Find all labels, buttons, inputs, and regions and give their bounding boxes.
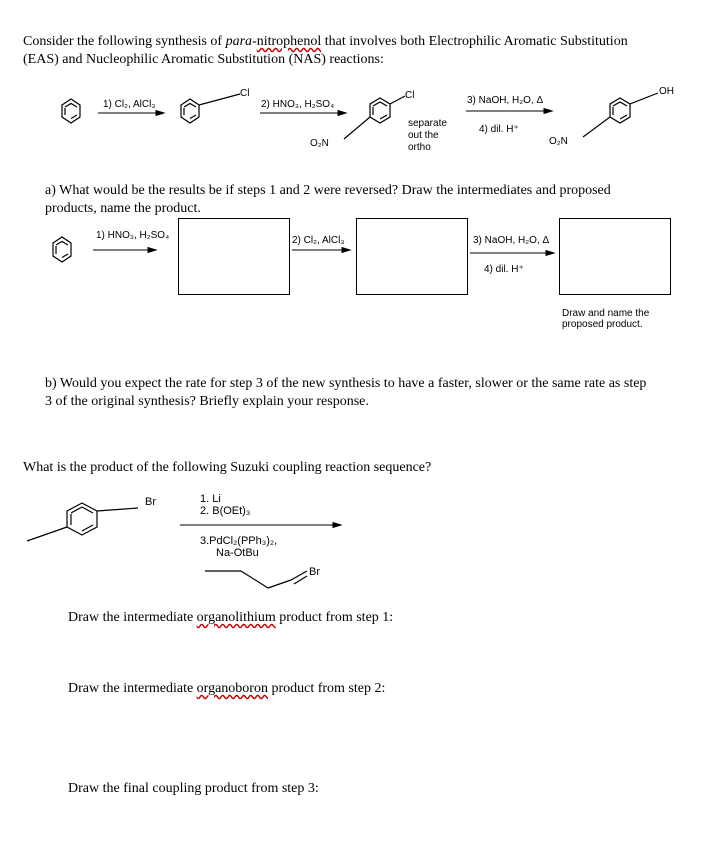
intro-line-2: (EAS) and Nucleophilic Aromatic Substitution (NAS) reactions:: [23, 52, 384, 67]
draw-name-line-1: Draw and name the: [562, 308, 650, 319]
suzuki-step3: 3.PdCl₂(PPh₃)₂,: [200, 535, 278, 547]
suzuki-step2: 2. B(OEt)₃: [200, 505, 251, 517]
scheme1-o2n-1: O₂N: [310, 138, 329, 149]
nitrophenol-ring: [583, 93, 658, 137]
scheme1-step4: 4) dil. H⁺: [479, 124, 519, 135]
scheme1-separate-3: ortho: [408, 142, 431, 153]
question-a-step1: 1) HNO₃, H₂SO₄: [96, 230, 170, 241]
q2-text: Draw the intermediate: [68, 681, 197, 696]
question-a-line-1: a) What would be the results be if steps 1 and 2 were reversed? Draw the intermediates and proposed: [45, 183, 611, 198]
intermediate-box-2[interactable]: [356, 218, 468, 295]
question-a-step3: 3) NaOH, H₂O, Δ: [473, 235, 550, 246]
arrow-step2: [260, 111, 346, 116]
chlorobenzene-ring: [181, 94, 240, 123]
arrow-a-step2: [292, 248, 350, 253]
intro-italic: para: [225, 34, 253, 49]
arrow-step1: [98, 111, 164, 116]
benzene-ring-start: [62, 99, 80, 123]
scheme1-step1: 1) Cl₂, AlCl₃: [103, 99, 156, 110]
suzuki-br-1: Br: [145, 496, 156, 508]
vinyl-bromide-structure: [205, 571, 307, 588]
question-a-step2: 2) Cl₂, AlCl₃: [292, 235, 345, 246]
draw-name-line-2: proposed product.: [562, 319, 643, 330]
suzuki-q3: Draw the final coupling product from step 3:: [68, 781, 319, 796]
scheme1-o2n-2: O₂N: [549, 136, 568, 147]
aryl-bromide-structure: [27, 503, 138, 541]
question-a-step4: 4) dil. H⁺: [484, 264, 524, 275]
suzuki-step3b: Na-OtBu: [216, 547, 259, 559]
q2-organoboron: organoboron: [196, 681, 268, 696]
intro-nitrophenol: nitrophenol: [256, 34, 322, 49]
scheme1-step2: 2) HNO₃, H₂SO₄: [261, 99, 335, 110]
suzuki-question: What is the product of the following Suzuki coupling reaction sequence?: [23, 460, 432, 475]
question-a-line-2: products, name the product.: [45, 201, 201, 216]
scheme1-step3: 3) NaOH, H₂O, Δ: [467, 95, 544, 106]
scheme1-cl-1: Cl: [240, 88, 250, 99]
suzuki-step1: 1. Li: [200, 493, 221, 505]
product-box[interactable]: [559, 218, 671, 295]
arrow-step3: [466, 109, 552, 114]
arrow-a-step3: [470, 251, 554, 256]
scheme1-separate-2: out the: [408, 130, 439, 141]
intro-text-end: that involves both Electrophilic Aromatic Substitution: [321, 34, 628, 49]
benzene-ring-a: [53, 237, 71, 262]
suzuki-q2: [68, 680, 385, 697]
q1-text: Draw the intermediate: [68, 610, 197, 625]
intro-text: Consider the following synthesis of: [23, 34, 226, 49]
chloronitrobenzene-ring: [344, 96, 405, 139]
scheme1-cl-2: Cl: [405, 90, 415, 101]
arrow-suzuki: [180, 523, 341, 528]
scheme1-oh: OH: [659, 86, 674, 97]
suzuki-q1: [68, 609, 393, 626]
question-b-line-2: 3 of the original synthesis? Briefly explain your response.: [45, 394, 369, 409]
q2-text-end: product from step 2:: [267, 681, 386, 696]
q1-organolithium: organolithium: [196, 610, 276, 625]
arrow-a-step1: [93, 248, 156, 253]
scheme1-separate-1: separate: [408, 118, 447, 129]
q1-text-end: product from step 1:: [275, 610, 394, 625]
intermediate-box-1[interactable]: [178, 218, 290, 295]
suzuki-br-2: Br: [309, 566, 320, 578]
question-b-line-1: b) Would you expect the rate for step 3 of the new synthesis to have a faster, slower or the same rate as step: [45, 376, 647, 391]
intro-hyphen: -: [252, 34, 257, 49]
